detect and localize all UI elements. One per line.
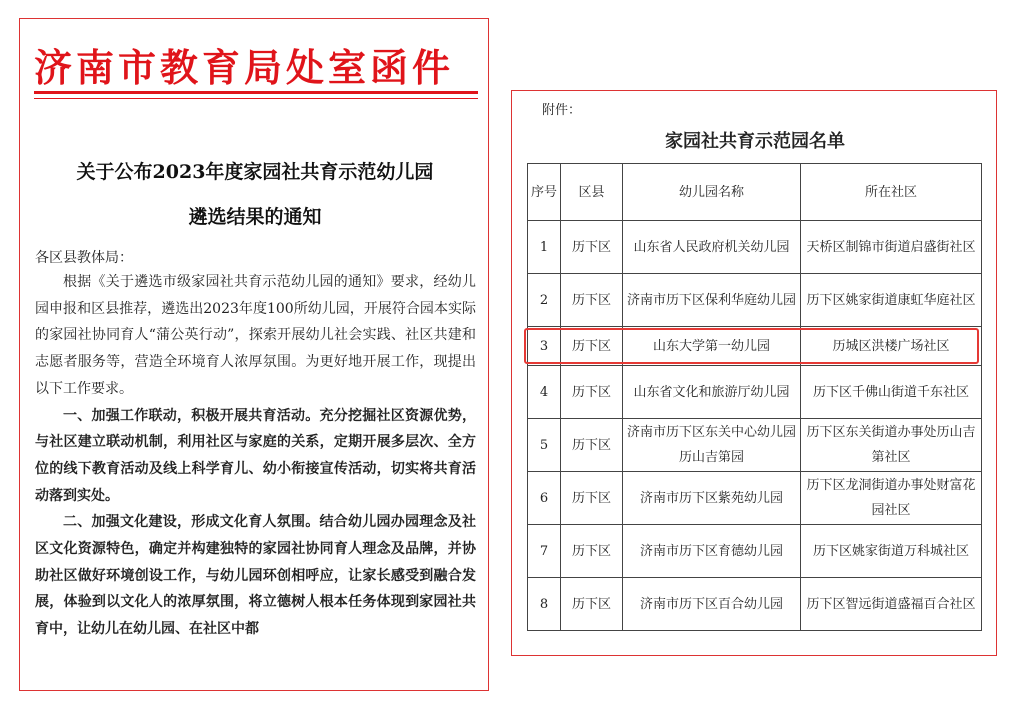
- cell-index: 1: [528, 221, 561, 274]
- body-paragraph: 一、加强工作联动，积极开展共育活动。充分挖掘社区资源优势，与社区建立联动机制，利用社区与家庭的关系，定期开展多层次、全方位的线下教育活动及线上科学育儿、幼小衔接宣传活动，切实将共育活动落到实处。: [35, 407, 476, 504]
- cell-district: 历下区: [561, 525, 623, 578]
- table-row-highlighted: [528, 327, 982, 366]
- table-row: [528, 472, 982, 525]
- cell-community: 历下区姚家街道康虹华庭社区: [801, 274, 982, 327]
- cell-community: 历下区姚家街道万科城社区: [801, 525, 982, 578]
- body-paragraph: 根据《关于遴选市级家园社共育示范幼儿园的通知》要求，经幼儿园申报和区县推荐，遴选出2023年度100所幼儿园，开展符合园本实际的家园社协同育人“蒲公英行动”，探索开展幼儿社会实践、社区共建和志愿者服务等，营造全环境育人浓厚氛围。为更好地开展工作，现提出以下工作要求。: [35, 274, 476, 397]
- notice-title-line2: 遴选结果的通知: [188, 206, 322, 228]
- letterhead-title: 济南市教育局处室函件: [34, 45, 455, 90]
- attachment-title: 家园社共育示范园名单: [665, 131, 845, 152]
- table-row: [528, 525, 982, 578]
- cell-kindergarten: 山东大学第一幼儿园: [623, 327, 801, 366]
- cell-community: 历下区智远街道盛福百合社区: [801, 578, 982, 631]
- cell-index: 5: [528, 419, 561, 472]
- notice-title-line1: 关于公布2023年度家园社共育示范幼儿园: [76, 161, 434, 183]
- attachment-panel: [511, 90, 997, 656]
- header-district: 区县: [561, 164, 623, 221]
- cell-district: 历下区: [561, 327, 623, 366]
- notice-document: [19, 18, 489, 691]
- cell-index: 2: [528, 274, 561, 327]
- cell-kindergarten: 济南市历下区百合幼儿园: [623, 578, 801, 631]
- cell-community: 历城区洪楼广场社区: [801, 327, 982, 366]
- cell-kindergarten: 济南市历下区东关中心幼儿园历山吉第园: [623, 419, 801, 472]
- letterhead-rule-thin: [34, 98, 478, 99]
- cell-district: 历下区: [561, 472, 623, 525]
- cell-community: 历下区龙洞街道办事处财富花园社区: [801, 472, 982, 525]
- cell-kindergarten: 山东省文化和旅游厅幼儿园: [623, 366, 801, 419]
- kindergarten-table: [527, 163, 982, 631]
- cell-district: 历下区: [561, 366, 623, 419]
- table-header-row: [528, 164, 982, 221]
- header-community: 所在社区: [801, 164, 982, 221]
- cell-index: 6: [528, 472, 561, 525]
- cell-index: 3: [528, 327, 561, 366]
- table-row: [528, 366, 982, 419]
- cell-index: 7: [528, 525, 561, 578]
- cell-kindergarten: 济南市历下区育德幼儿园: [623, 525, 801, 578]
- cell-district: 历下区: [561, 419, 623, 472]
- header-kindergarten: 幼儿园名称: [623, 164, 801, 221]
- cell-kindergarten: 济南市历下区紫苑幼儿园: [623, 472, 801, 525]
- table-row: [528, 578, 982, 631]
- cell-community: 历下区千佛山街道千东社区: [801, 366, 982, 419]
- cell-district: 历下区: [561, 274, 623, 327]
- cell-kindergarten: 济南市历下区保利华庭幼儿园: [623, 274, 801, 327]
- table-row: [528, 221, 982, 274]
- letterhead-rule-thick: [34, 91, 478, 94]
- cell-community: 历下区东关街道办事处历山吉第社区: [801, 419, 982, 472]
- table-row: [528, 419, 982, 472]
- cell-kindergarten: 山东省人民政府机关幼儿园: [623, 221, 801, 274]
- header-index: 序号: [528, 164, 561, 221]
- body-paragraph: 二、加强文化建设，形成文化育人氛围。结合幼儿园办园理念及社区文化资源特色，确定并构建独特的家园社协同育人理念及品牌，并协助社区做好环境创设工作，与幼儿园环创相呼应，让家长感受到融合发展，体验到以文化人的浓厚氛围，将立德树人根本任务体现到家园社共育中，让幼儿在幼儿园、在社区中都: [35, 514, 476, 638]
- notice-body: [35, 269, 476, 643]
- salutation: 各区县教体局：: [35, 250, 133, 266]
- cell-district: 历下区: [561, 221, 623, 274]
- cell-index: 8: [528, 578, 561, 631]
- cell-index: 4: [528, 366, 561, 419]
- cell-district: 历下区: [561, 578, 623, 631]
- table-row: [528, 274, 982, 327]
- cell-community: 天桥区制锦市街道启盛街社区: [801, 221, 982, 274]
- attachment-label: 附件：: [542, 103, 582, 118]
